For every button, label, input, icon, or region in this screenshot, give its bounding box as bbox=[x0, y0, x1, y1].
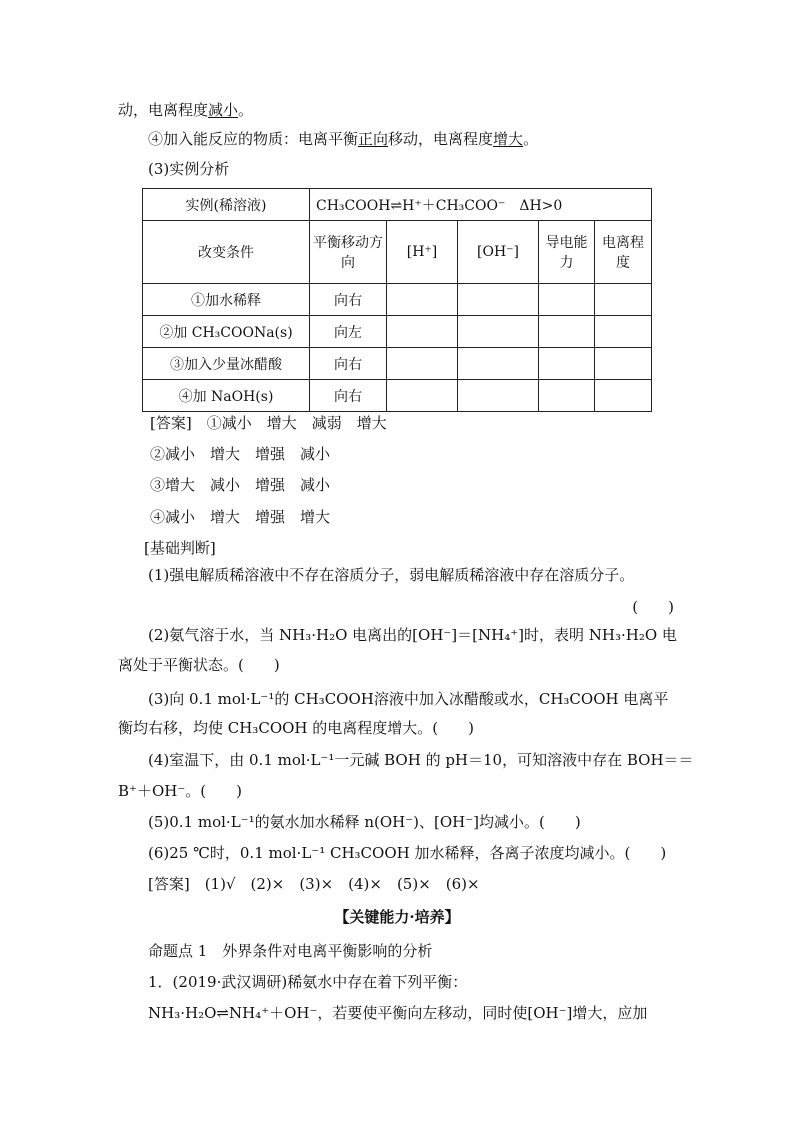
empty-cell bbox=[387, 348, 458, 380]
answer-line-3: ③增大 减小 增强 减小 bbox=[150, 476, 331, 494]
empty-cell bbox=[387, 316, 458, 348]
table-row bbox=[143, 348, 652, 380]
row-direction: 向右 bbox=[310, 380, 387, 412]
row-direction: 向左 bbox=[310, 316, 387, 348]
empty-cell bbox=[458, 348, 539, 380]
header-equation: CH₃COOH⇌H⁺＋CH₃COO⁻ ΔH>0 bbox=[310, 189, 652, 221]
answer-underline: 正向 bbox=[358, 130, 389, 148]
topic-title: 命题点 1 外界条件对电离平衡影响的分析 bbox=[148, 942, 433, 960]
col-direction: 平衡移动方向 bbox=[310, 221, 387, 284]
answer-line-2: ②减小 增大 增强 减小 bbox=[150, 445, 331, 463]
judge-q1: (1)强电解质稀溶液中不存在溶质分子，弱电解质稀溶液中存在溶质分子。 bbox=[148, 566, 635, 584]
section-heading: 【关键能力·培养】 bbox=[334, 908, 460, 926]
row-direction: 向右 bbox=[310, 348, 387, 380]
empty-cell bbox=[539, 348, 595, 380]
judge-q1-paren: ( ) bbox=[632, 598, 674, 616]
empty-cell bbox=[539, 380, 595, 412]
text-line-1 bbox=[118, 100, 253, 120]
row-condition: ③加入少量冰醋酸 bbox=[143, 348, 310, 380]
empty-cell bbox=[458, 284, 539, 316]
empty-cell bbox=[458, 316, 539, 348]
empty-cell bbox=[387, 380, 458, 412]
answer-line-1: [答案] ①减小 增大 减弱 增大 bbox=[150, 414, 387, 432]
table-row bbox=[143, 316, 652, 348]
judge-q3-line2: 衡均右移，均使 CH₃COOH 的电离程度增大。( ) bbox=[118, 719, 474, 737]
col-h: [H⁺] bbox=[387, 221, 458, 284]
judge-q3-line1: (3)向 0.1 mol·L⁻¹的 CH₃COOH溶液中加入冰醋酸或水，CH₃COOH 电离平 bbox=[148, 690, 669, 708]
judge-q5: (5)0.1 mol·L⁻¹的氨水加水稀释 n(OH⁻)、[OH⁻]均减小。( ) bbox=[148, 813, 581, 831]
judge-q4-line1: (4)室温下，由 0.1 mol·L⁻¹一元碱 BOH 的 pH＝10，可知溶液中存在 BOH＝＝ bbox=[148, 751, 694, 769]
col-oh: [OH⁻] bbox=[458, 221, 539, 284]
table-column-row bbox=[143, 221, 652, 284]
empty-cell bbox=[458, 380, 539, 412]
example-table bbox=[142, 188, 652, 412]
text-segment: 。 bbox=[238, 101, 254, 119]
row-condition: ①加水稀释 bbox=[143, 284, 310, 316]
col-conductivity: 导电能力 bbox=[539, 221, 595, 284]
question-1-continued: NH₃·H₂O⇌NH₄⁺＋OH⁻，若要使平衡向左移动，同时使[OH⁻]增大，应加 bbox=[148, 1004, 648, 1022]
question-1: 1．(2019·武汉调研)稀氨水中存在着下列平衡： bbox=[148, 973, 468, 991]
answer-underline: 减小 bbox=[208, 101, 239, 119]
col-condition: 改变条件 bbox=[143, 221, 310, 284]
empty-cell bbox=[539, 316, 595, 348]
empty-cell bbox=[539, 284, 595, 316]
table-row bbox=[143, 284, 652, 316]
empty-cell bbox=[595, 316, 652, 348]
empty-cell bbox=[387, 284, 458, 316]
text-segment: 。 bbox=[523, 130, 539, 148]
judge-title: [基础判断] bbox=[144, 539, 216, 557]
empty-cell bbox=[595, 380, 652, 412]
subsection-title: (3)实例分析 bbox=[148, 160, 230, 178]
text-segment: 动，电离程度 bbox=[118, 101, 209, 119]
row-condition: ④加 NaOH(s) bbox=[143, 380, 310, 412]
text-line-2 bbox=[148, 129, 538, 149]
empty-cell bbox=[595, 348, 652, 380]
empty-cell bbox=[595, 284, 652, 316]
judge-answer: [答案] (1)√ (2)× (3)× (4)× (5)× (6)× bbox=[148, 875, 480, 893]
judge-q2-line2: 离处于平衡状态。( ) bbox=[118, 656, 280, 674]
row-condition: ②加 CH₃COONa(s) bbox=[143, 316, 310, 348]
judge-q4-line2: B⁺＋OH⁻。( ) bbox=[118, 782, 242, 800]
text-segment: ④加入能反应的物质：电离平衡 bbox=[148, 130, 359, 148]
table-row bbox=[143, 380, 652, 412]
judge-q2-line1: (2)氨气溶于水，当 NH₃·H₂O 电离出的[OH⁻]＝[NH₄⁺]时，表明 NH₃·H₂O 电 bbox=[148, 626, 677, 644]
judge-q6: (6)25 ℃时，0.1 mol·L⁻¹ CH₃COOH 加水稀释，各离子浓度均减小。( ) bbox=[148, 844, 667, 862]
table-header-row bbox=[143, 189, 652, 221]
header-example: 实例(稀溶液) bbox=[143, 189, 310, 221]
answer-underline: 增大 bbox=[493, 130, 524, 148]
answer-line-4: ④减小 增大 增强 增大 bbox=[150, 508, 331, 526]
text-segment: 移动，电离程度 bbox=[388, 130, 494, 148]
row-direction: 向右 bbox=[310, 284, 387, 316]
col-degree: 电离程度 bbox=[595, 221, 652, 284]
